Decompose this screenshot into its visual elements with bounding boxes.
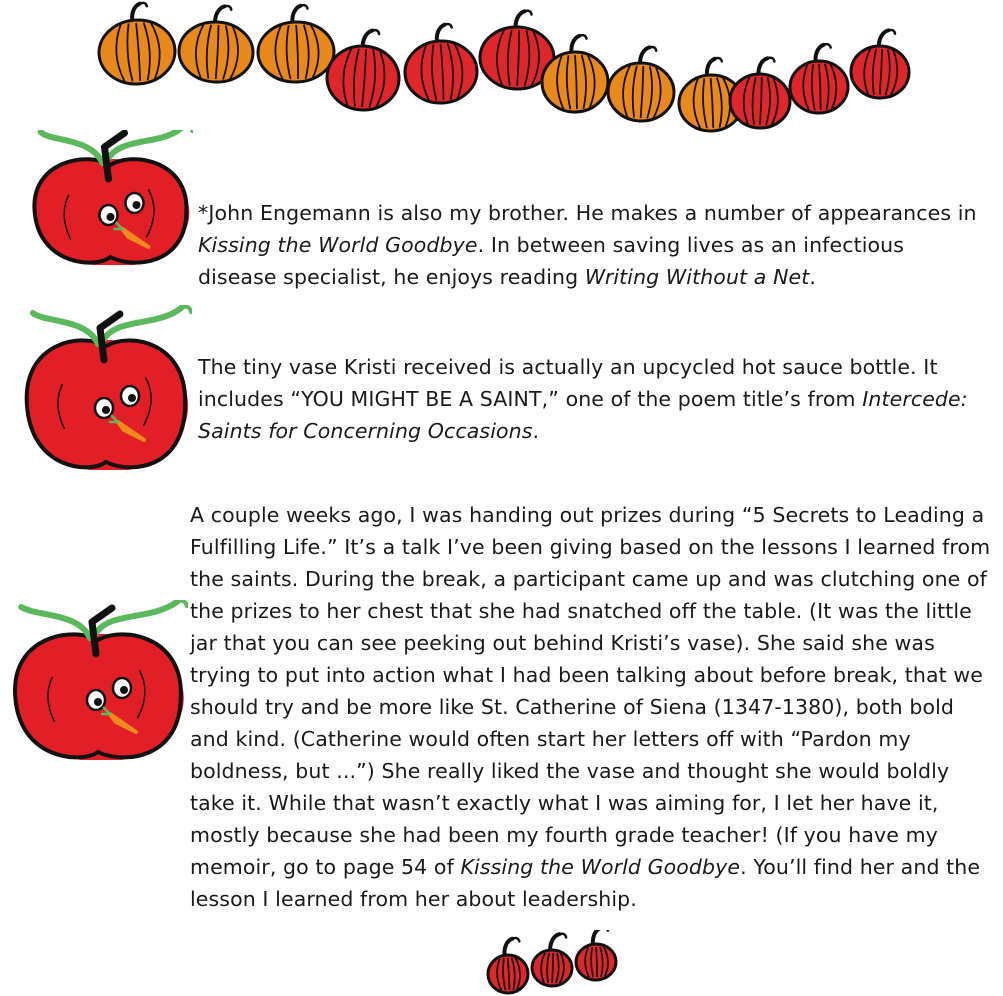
book-title: Kissing the World Goodbye [198,233,478,257]
red-pumpkin-icon [850,28,912,100]
footnote-brother [198,197,988,293]
orange-pumpkin-icon [177,4,255,84]
orange-pumpkin-icon [256,4,335,83]
note-text: A couple weeks ago, I was handing out prizes during “5 Secrets to Leading a Fulfilling Life.” It’s a talk I’ve been giving based on the lessons I learned from the saints. During the break, a participant came up and was clutching one of the prizes to her chest that she had snatched off the table. (It was the little jar that you can see peeking out behind Kristi’s vase). She said she was trying to put into action what I had been talking about before break, that we should try and be more like St. Catherine of Siena (1347-1380), both bold and kind. (Catherine would often start her letters off with “Pardon my boldness, but ...”) She really liked the vase and thought she would boldly take it. While that wasn’t exactly what I was aiming for, I let her have it, mostly because she had been my fourth grade teacher! (If you have my memoir, go to page 54 of [190,503,991,879]
tomato-face-icon [8,600,188,760]
footnote-vase [198,351,988,447]
red-pumpkin-icon [729,56,791,129]
pumpkin-footer [470,930,640,996]
book-title: Writing Without a Net [584,265,810,289]
tomato-figure [34,130,192,265]
note-text: . In between saving lives as an infectious disease specialist, he enjoys reading [198,233,905,289]
red-pumpkin-icon [789,43,849,114]
red-pumpkin-icon [403,23,479,105]
tomato-face-icon [28,130,193,265]
note-text: . You’ll find her and the lesson I learned from her about leadership. [190,855,981,911]
book-title: Intercede: Saints for Concerning Occasions [198,387,968,443]
story-paragraph [190,499,998,915]
pumpkin-garland [0,0,1003,135]
tomato-figure [15,601,187,760]
red-pumpkin-icon [575,930,617,981]
book-title: Kissing the World Goodbye [460,855,741,879]
red-pumpkin-icon [325,27,402,112]
tomato-figure [27,307,191,470]
orange-pumpkin-icon [96,1,177,87]
tomato-face-icon [20,305,192,470]
orange-pumpkin-icon [607,45,677,123]
red-pumpkin-icon [486,937,529,994]
note-text: The tiny vase Kristi received is actually an upcycled hot sauce bottle. It includes “YOU MIGHT BE A SAINT,” one of the poem title’s from [198,355,938,411]
red-pumpkin-icon [531,933,573,987]
note-text: . [809,265,816,289]
note-text: *John Engemann is also my brother. He makes a number of appearances in [198,201,977,225]
note-text: . [532,419,540,443]
